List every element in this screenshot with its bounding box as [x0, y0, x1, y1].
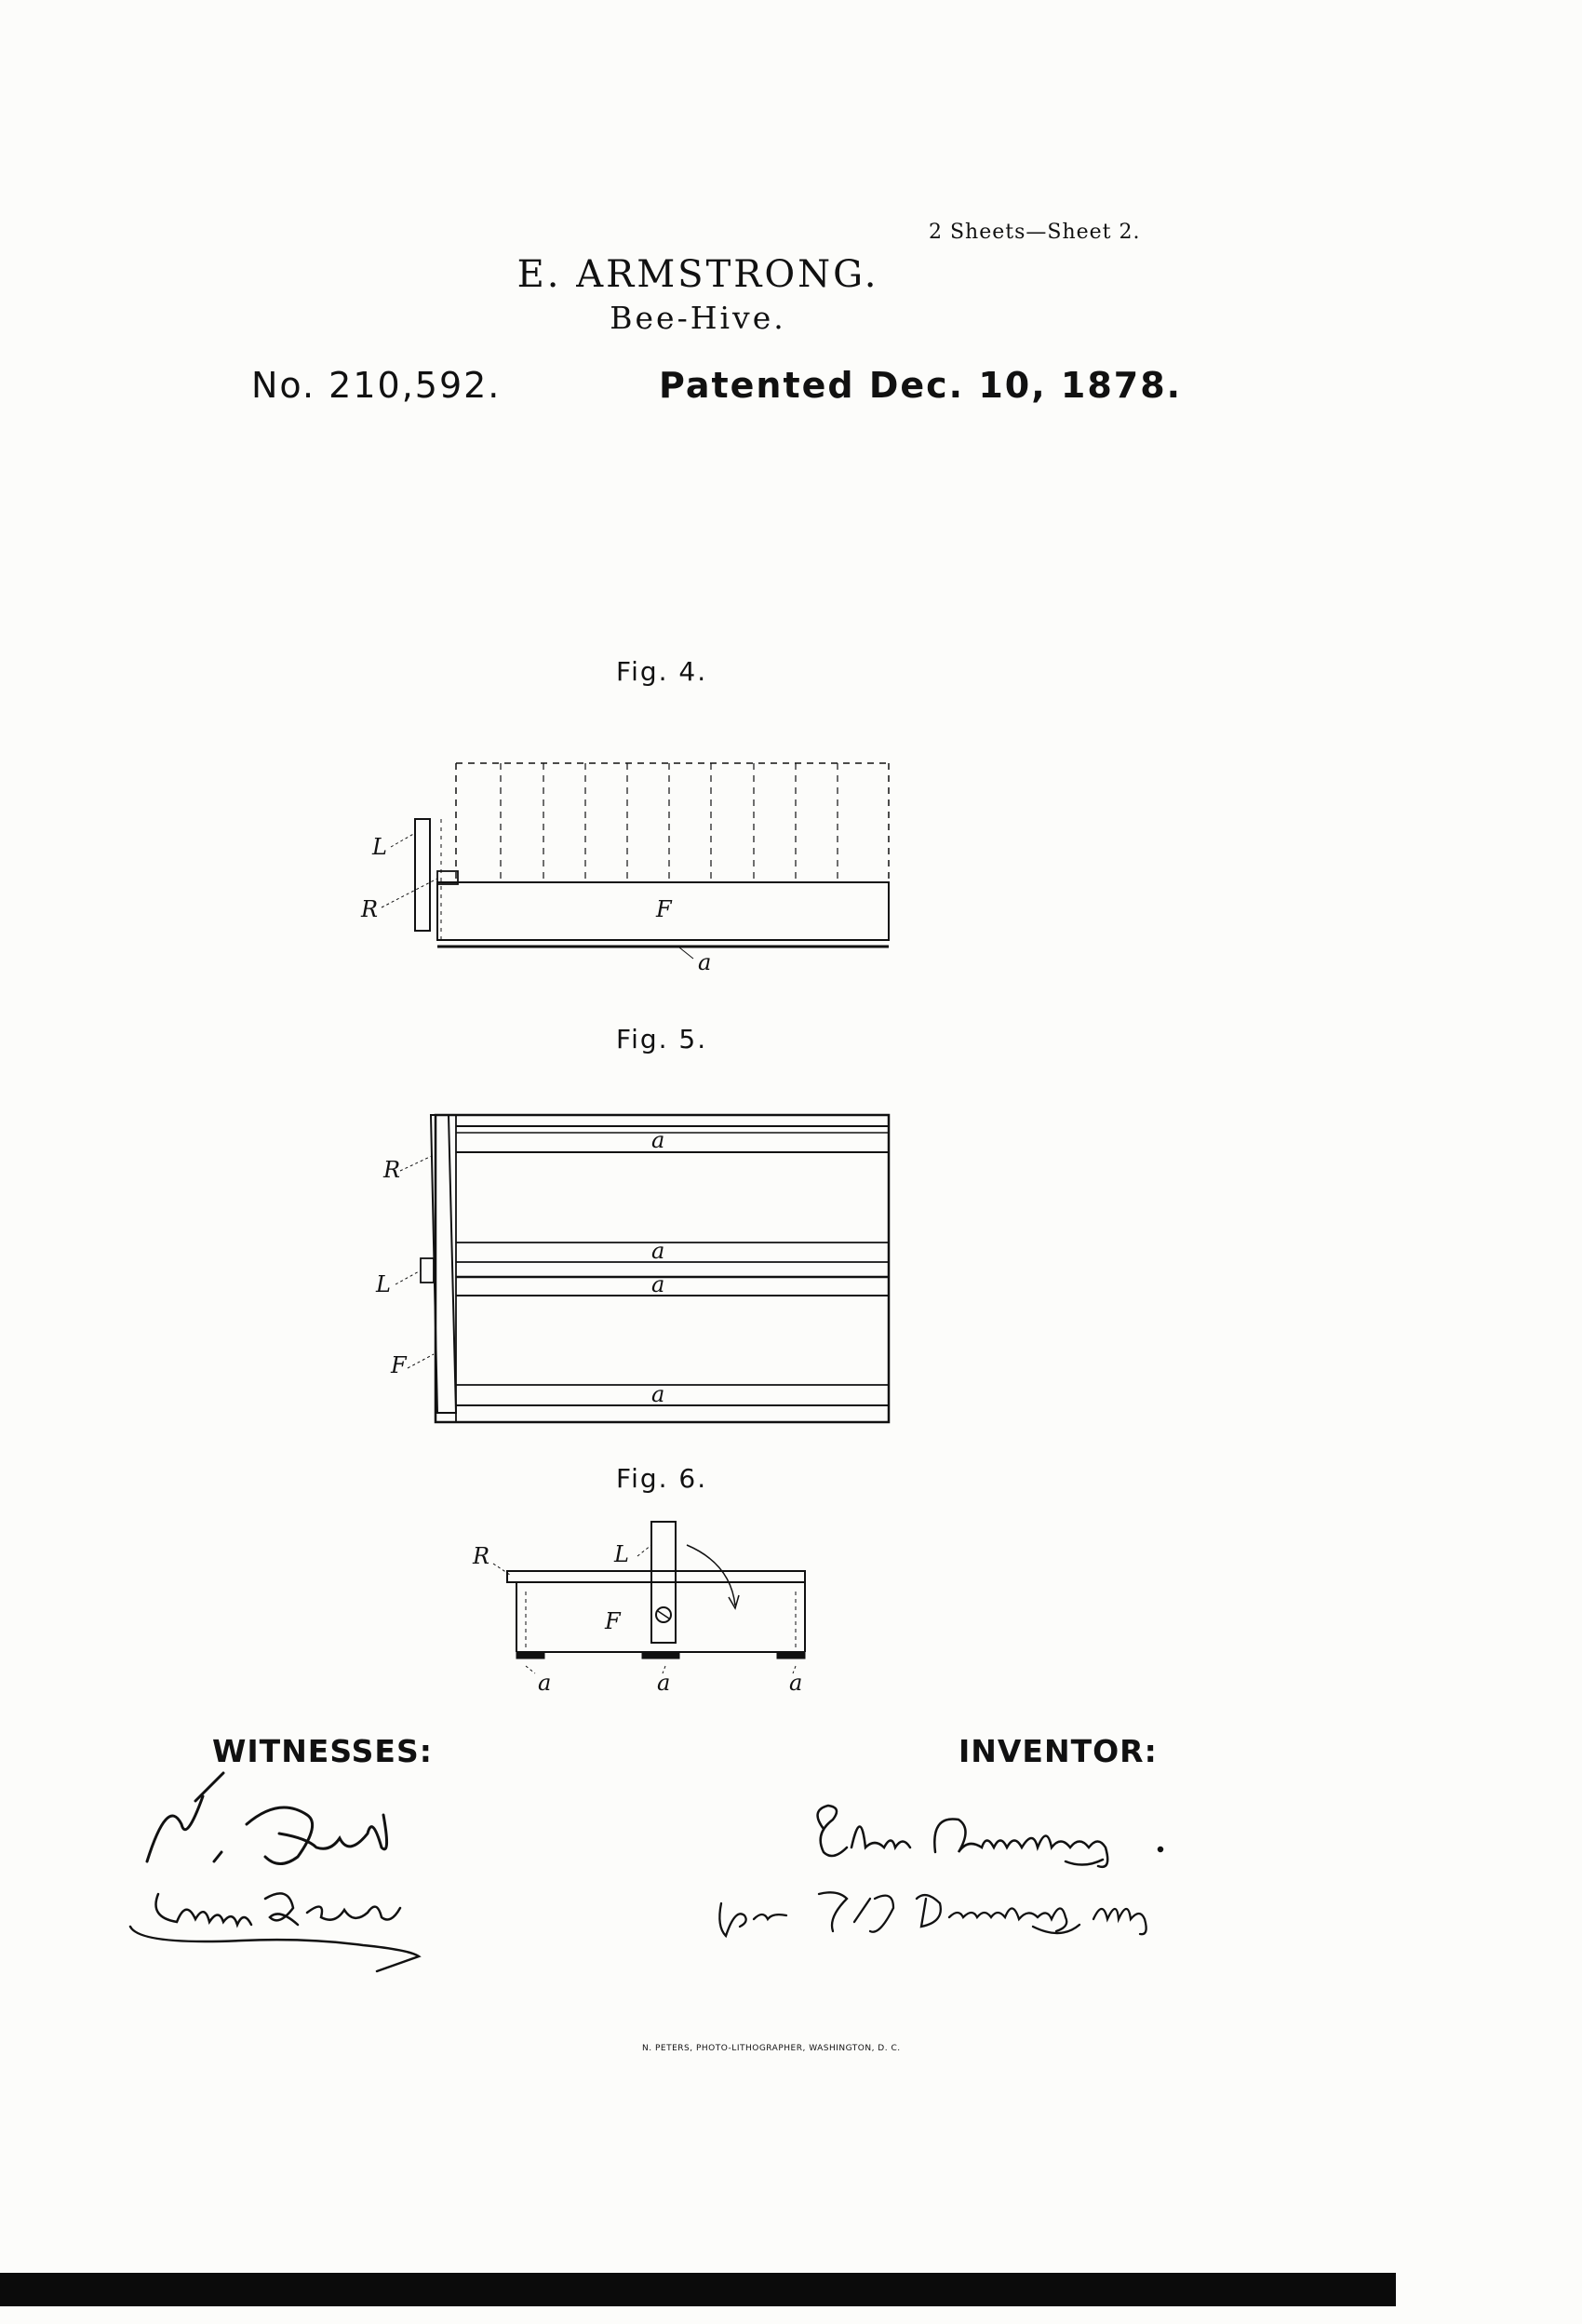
fig6-label-L: L: [614, 1541, 629, 1567]
fig4-label-R: R: [361, 896, 379, 922]
fig4-label-F: F: [656, 896, 672, 922]
attorney-signature: [719, 1892, 1146, 1936]
fig6-drawing: [493, 1522, 805, 1673]
fig5-label-a4: a: [651, 1381, 665, 1407]
inventor-signature: [818, 1806, 1162, 1867]
inventor-heading: INVENTOR:: [959, 1733, 1158, 1769]
fig6-label-a1: a: [538, 1670, 552, 1696]
fig5-label-a3: a: [651, 1271, 665, 1297]
patent-date: Patented Dec. 10, 1878.: [659, 365, 1183, 406]
fig5-label-R: R: [383, 1157, 401, 1183]
fig4-drawing: [382, 763, 889, 959]
scan-border-bar: [0, 2273, 1396, 2306]
sheet-number: 2 Sheets—Sheet 2.: [929, 221, 1141, 244]
fig6-caption: Fig. 6.: [616, 1463, 708, 1494]
witness-signature-1: [147, 1773, 387, 1864]
fig6-label-a2: a: [657, 1670, 671, 1696]
fig6-label-R: R: [473, 1543, 490, 1569]
fig4-caption: Fig. 4.: [616, 656, 708, 687]
fig5-label-F: F: [391, 1352, 407, 1378]
fig4-label-a: a: [698, 949, 712, 975]
fig5-label-L: L: [376, 1271, 391, 1297]
witness-signature-2: [130, 1893, 419, 1971]
invention-title: Bee-Hive.: [610, 300, 786, 336]
inventor-name: E. ARMSTRONG.: [516, 253, 879, 296]
patent-number: No. 210,592.: [251, 365, 502, 406]
fig5-label-a1: a: [651, 1127, 665, 1153]
fig4-label-L: L: [372, 834, 387, 860]
fig5-label-a2: a: [651, 1238, 665, 1264]
lithographer-credit: N. PETERS, PHOTO-LITHOGRAPHER, WASHINGTON, D. C.: [642, 2044, 901, 2053]
fig6-label-a3: a: [789, 1670, 803, 1696]
fig5-caption: Fig. 5.: [616, 1024, 708, 1055]
fig6-label-F: F: [605, 1608, 621, 1634]
witnesses-heading: WITNESSES:: [212, 1733, 433, 1769]
fig5-drawing: [396, 1115, 889, 1422]
